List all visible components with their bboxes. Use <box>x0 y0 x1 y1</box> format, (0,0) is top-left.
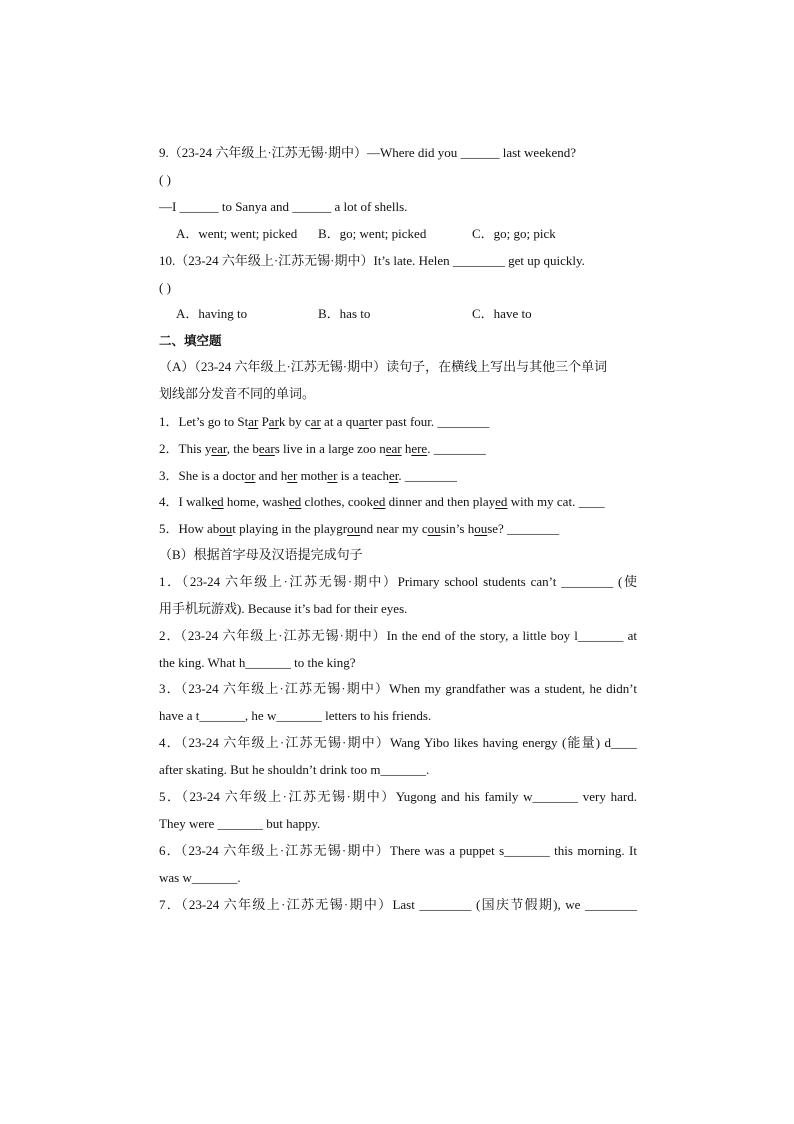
part-a-item-1: 1．Let’s go to Star Park by car at a quarter past four. ________ <box>159 414 490 429</box>
part-a-item-2: 2．This year, the bears live in a large zoo near here. ________ <box>159 441 486 456</box>
part-b-item-5-line-2: They were _______ but happy. <box>159 816 321 831</box>
part-b-item-3-line-2: have a t_______, he w_______ letters to his friends. <box>159 708 432 723</box>
part-b-item-6-line-1: 6．（23-24 六年级上·江苏无锡·期中）There was a puppet s_______ this morning. It <box>159 843 637 858</box>
part-a-item-4: 4．I walked home, washed clothes, cooked dinner and then played with my cat. ____ <box>159 494 605 509</box>
answer-blank[interactable]: ________ <box>401 468 457 483</box>
part-b-item-6-line-2: was w_______. <box>159 870 241 885</box>
part-b-item-4-line-1: 4．（23-24 六年级上·江苏无锡·期中）Wang Yibo likes having energy (能量) d____ <box>159 735 637 750</box>
part-a-instruction-1: （A）（23-24 六年级上·江苏无锡·期中）读句子，在横线上写出与其他三个单词 <box>159 359 608 374</box>
q9-stem: 9.（23-24 六年级上·江苏无锡·期中）—Where did you ______ last weekend? <box>159 145 577 160</box>
q10-option-a: A．having to <box>176 306 248 321</box>
part-b-item-4-line-2: after skating. But he shouldn’t drink too m_______. <box>159 762 430 777</box>
answer-blank[interactable]: ________ <box>430 441 486 456</box>
part-b-item-2-line-1: 2．（23-24 六年级上·江苏无锡·期中）In the end of the story, a little boy l_______ at <box>159 628 637 643</box>
part-b-title: （B）根据首字母及汉语提完成句子 <box>159 547 363 562</box>
q10-answer-paren: ( ) <box>159 280 171 295</box>
q9-option-c: C．go; go; pick <box>472 226 556 241</box>
q9-answer-paren: ( ) <box>159 172 171 187</box>
part-a-item-3: 3．She is a doctor and her mother is a teacher. ________ <box>159 468 457 483</box>
part-b-item-7-line-1: 7．（23-24 六年级上·江苏无锡·期中）Last ________ (国庆节假期), we ________ <box>159 897 637 912</box>
section-title: 二、填空题 <box>159 333 222 348</box>
q9-line2: —I ______ to Sanya and ______ a lot of shells. <box>159 199 408 214</box>
answer-blank[interactable]: ________ <box>503 521 560 536</box>
q9-option-b: B．go; went; picked <box>318 226 427 241</box>
q10-options <box>176 306 654 322</box>
answer-blank[interactable]: ____ <box>575 494 605 509</box>
part-b-item-3-line-1: 3．（23-24 六年级上·江苏无锡·期中）When my grandfather was a student, he didn’t <box>159 681 637 696</box>
q9-option-a: A．went; went; picked <box>176 226 298 241</box>
q10-option-c: C．have to <box>472 306 532 321</box>
part-a-instruction-2: 划线部分发音不同的单词。 <box>159 386 316 401</box>
part-b-item-1-line-2: 用手机玩游戏). Because it’s bad for their eyes. <box>159 601 408 616</box>
answer-blank[interactable]: ________ <box>434 414 490 429</box>
part-b-item-2-line-2: the king. What h_______ to the king? <box>159 655 356 670</box>
part-b-item-1-line-1: 1．（23-24 六年级上·江苏无锡·期中）Primary school students can’t ________ (使 <box>159 574 637 589</box>
part-a-item-5: 5．How about playing in the playground near my cousin’s house? ________ <box>159 521 560 536</box>
q10-option-b: B．has to <box>318 306 371 321</box>
q9-options <box>176 226 654 242</box>
part-b-item-5-line-1: 5．（23-24 六年级上·江苏无锡·期中）Yugong and his family w_______ very hard. <box>159 789 637 804</box>
q10-stem: 10.（23-24 六年级上·江苏无锡·期中）It’s late. Helen ________ get up quickly. <box>159 253 585 268</box>
